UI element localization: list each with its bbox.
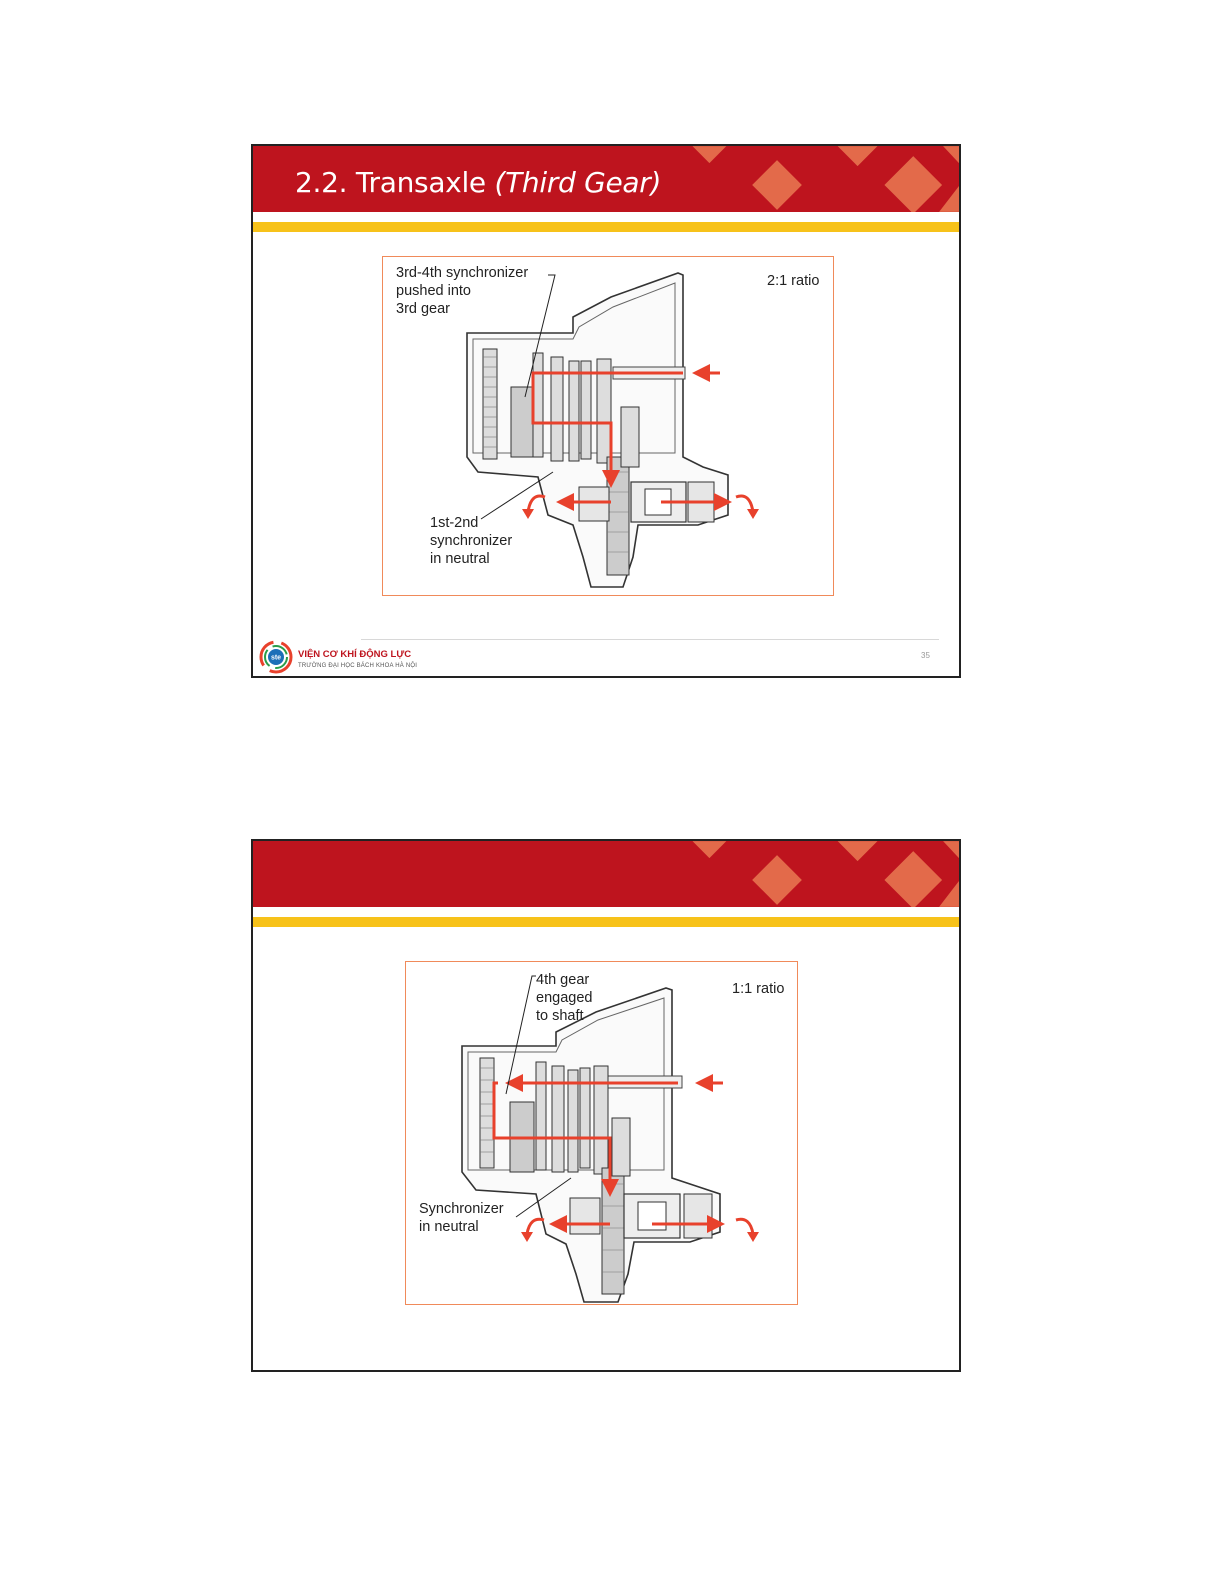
callout-1st-2nd-synchronizer: 1st-2nd synchronizer in neutral bbox=[430, 515, 513, 567]
transaxle-diagram-third-gear bbox=[382, 256, 834, 596]
slide-title: 2.2. Transaxle (Third Gear) bbox=[295, 166, 662, 199]
ratio-label: 1:1 ratio bbox=[732, 981, 785, 997]
transaxle-diagram bbox=[406, 962, 799, 1306]
footer-org-name: VIỆN CƠ KHÍ ĐỘNG LỰC bbox=[298, 649, 412, 660]
header-diamond-pattern bbox=[253, 841, 959, 907]
callout-synchronizer: Synchronizer in neutral bbox=[419, 1201, 504, 1235]
footer-org-subtitle: TRƯỜNG ĐẠI HỌC BÁCH KHOA HÀ NỘI bbox=[298, 663, 418, 669]
slide-third-gear bbox=[251, 144, 961, 678]
slide-header bbox=[253, 146, 959, 212]
transaxle-diagram-fourth-gear bbox=[405, 961, 798, 1305]
header-yellow-stripe bbox=[253, 917, 959, 927]
header-yellow-stripe bbox=[253, 222, 959, 232]
page-number: 35 bbox=[921, 651, 930, 660]
slide-header bbox=[253, 841, 959, 907]
svg-text:ste: ste bbox=[270, 654, 282, 662]
slide-fourth-gear bbox=[251, 839, 961, 1372]
ste-logo-icon bbox=[259, 640, 293, 674]
ratio-label: 2:1 ratio bbox=[767, 273, 820, 289]
footer-divider bbox=[361, 639, 939, 640]
callout-3rd-4th-synchronizer: 3rd-4th synchronizer pushed into 3rd gear bbox=[396, 265, 529, 317]
callout-4th-gear: 4th gear engaged to shaft bbox=[536, 972, 593, 1024]
